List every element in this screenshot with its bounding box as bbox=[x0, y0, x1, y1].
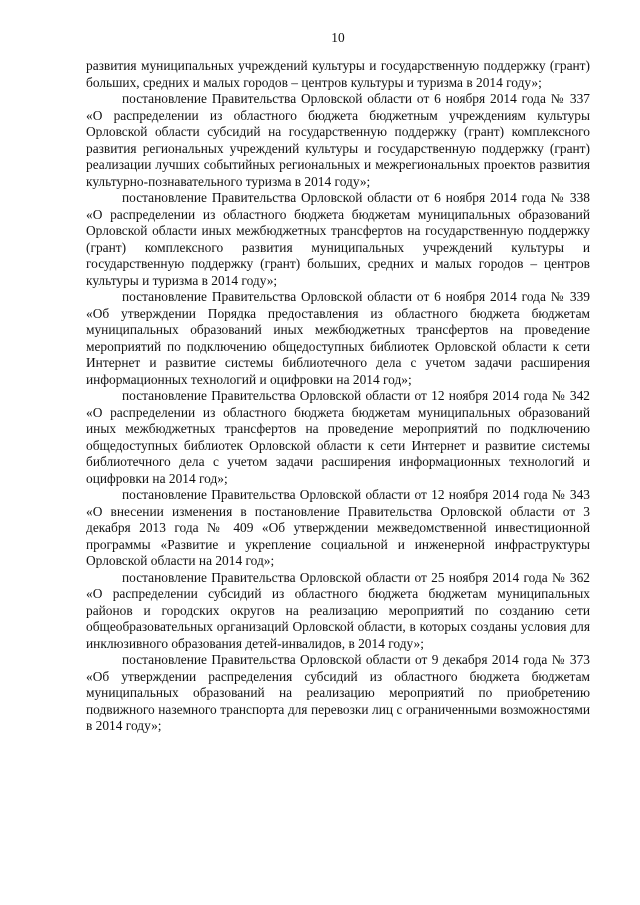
paragraph-decree-362: постановление Правительства Орловской области от 25 ноября 2014 года № 362 «О распределении субсидий из областного бюджета бюджетам муниципальных районов и городских округов на реализацию мероприятий по созданию сети общеобразовательных организаций Орловской области, в которых созданы условия для инклюзивного образования детей-инвалидов, в 2014 году»; bbox=[86, 569, 590, 651]
paragraph-decree-338: постановление Правительства Орловской области от 6 ноября 2014 года № 338 «О распределении из областного бюджета бюджетам муниципальных образований Орловской области иных межбюджетных трансфертов на государственную поддержку (грант) комплексного развития муниципальных учреждений культуры и государственную поддержку (грант) больших, средних и малых городов – центров культуры и туризма в 2014 году»; bbox=[86, 190, 590, 288]
paragraph-decree-343: постановление Правительства Орловской области от 12 ноября 2014 года № 343 «О внесении изменения в постановление Правительства Орловской области от 3 декабря 2013 года № 409 «Об утверждении межведомственной инвестиционной программы «Развитие и укрепление социальной и инженерной инфраструктуры Орловской области на 2014 год»; bbox=[86, 487, 590, 568]
paragraph-decree-339: постановление Правительства Орловской области от 6 ноября 2014 года № 339 «Об утверждении Порядка предоставления из областного бюджета бюджетам муниципальных образований иных межбюджетных трансфертов на проведение мероприятий по подключению общедоступных библиотек Орловской области к сети Интернет и развитие системы библиотечного дела с учетом задачи расширения информационных технологий и оцифровки на 2014 год»; bbox=[86, 289, 590, 387]
paragraph-decree-337: постановление Правительства Орловской области от 6 ноября 2014 года № 337 «О распределении из областного бюджета бюджетным учреждениям культуры Орловской области субсидий на государственную поддержку (грант) комплексного развития региональных учреждений культуры и государственную поддержку (грант) реализации лучших событийных региональных и межрегиональных проектов развития культурно-познавательного туризма в 2014 году»; bbox=[86, 91, 590, 189]
paragraph-decree-342: постановление Правительства Орловской области от 12 ноября 2014 года № 342 «О распределении из областного бюджета бюджетам муниципальных образований иных межбюджетных трансфертов на проведение мероприятий по подключению общедоступных библиотек Орловской области к сети Интернет и развитие системы библиотечного дела с учетом задачи расширения информационных технологий и оцифровки на 2014 год»; bbox=[86, 388, 590, 486]
paragraph-continuation: развития муниципальных учреждений культуры и государственную поддержку (грант) больших, средних и малых городов – центров культуры и туризма в 2014 году»; bbox=[86, 58, 590, 90]
paragraph-decree-373: постановление Правительства Орловской области от 9 декабря 2014 года № 373 «Об утверждении распределения субсидий из областного бюджета бюджетам муниципальных образований на реализацию мероприятий по приобретению подвижного наземного транспорта для перевозки лиц с ограниченными возможностями в 2014 году»; bbox=[86, 652, 590, 733]
page-number: 10 bbox=[331, 30, 345, 45]
